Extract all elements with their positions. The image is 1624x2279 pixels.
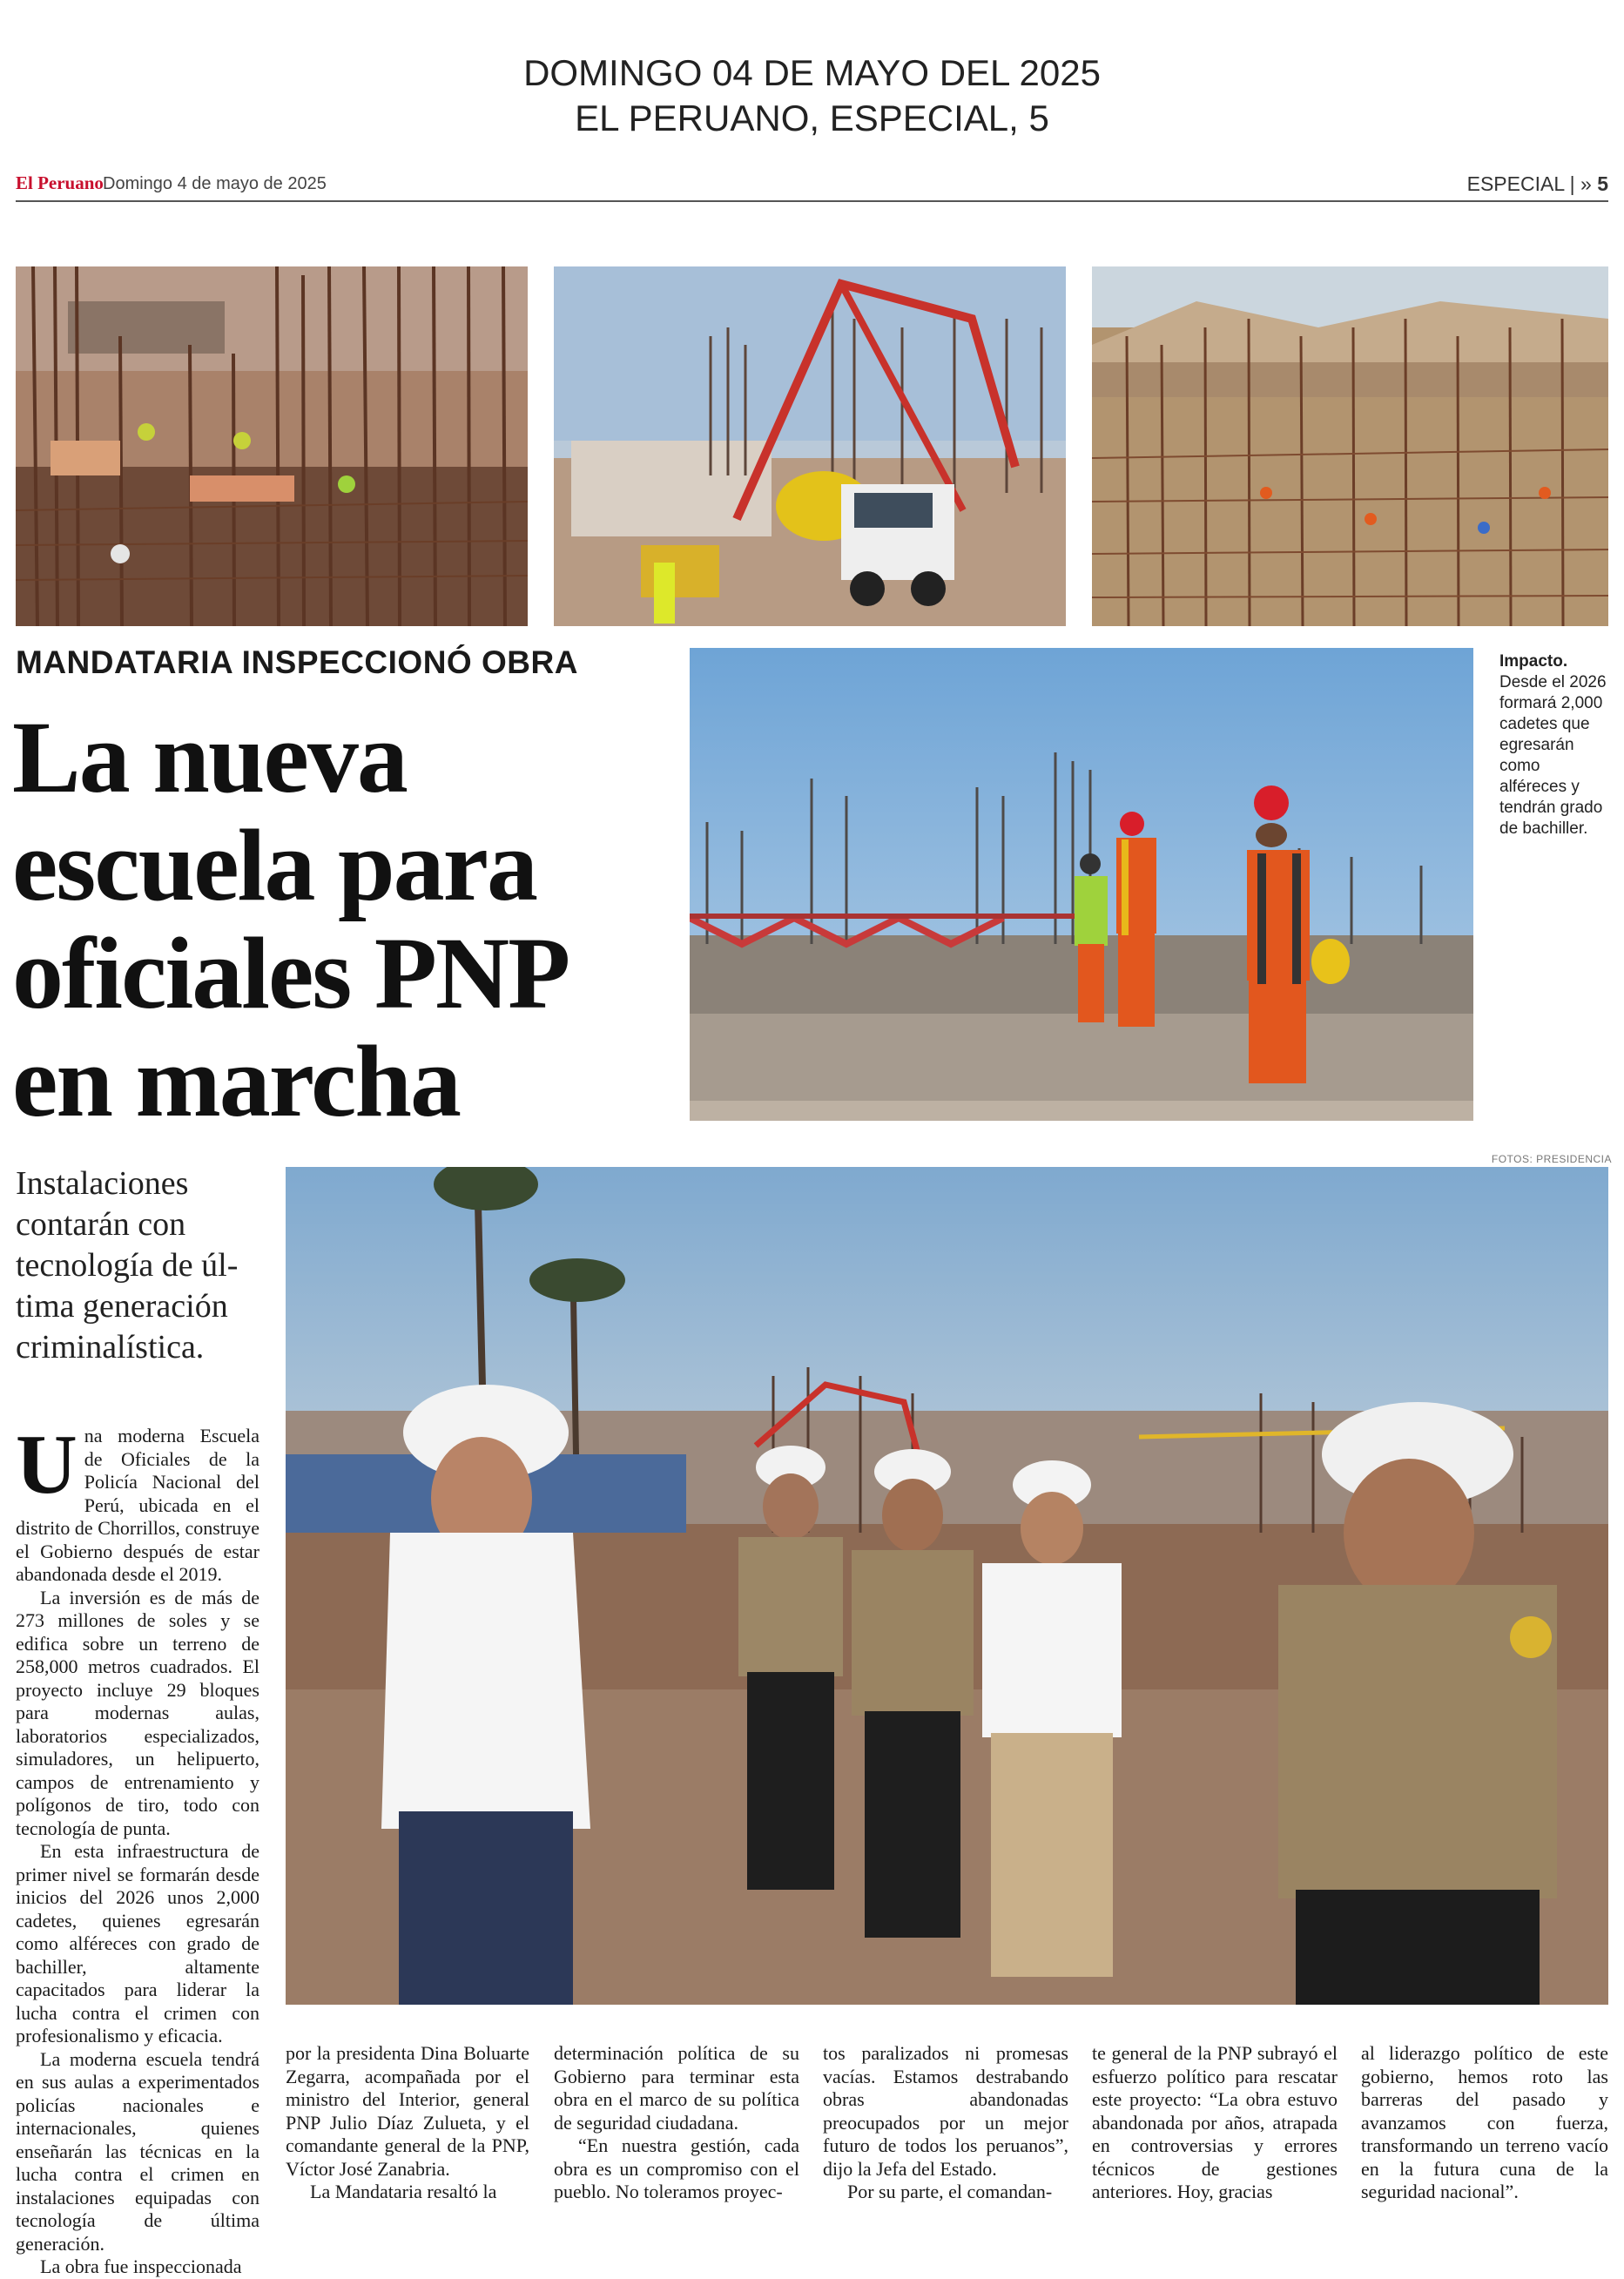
article-kicker: MANDATARIA INSPECCIONÓ OBRA [16,644,578,680]
article-column-4 [823,2042,1068,2204]
page-date-header [0,51,1624,141]
subhead-line: tecnología de úl- [16,1247,239,1284]
paragraph: La Mandataria resaltó la [310,2181,497,2202]
paragraph: Por su parte, el comandan- [847,2181,1053,2202]
paragraph: En esta infraestructura de primer nivel se formarán desde inicios del 2026 unos 2,000 cadetes, quienes egresarán como alféreces con grado de bachiller, altamente capacitados para liderar la lucha contra el crimen con profesionalismo y eficacia. [16,1840,259,2046]
photo-caption [1499,651,1611,839]
article-column-5 [1092,2042,1338,2204]
paragraph: por la presidenta Dina Boluarte Zegarra, acompañada por el ministro del Interior, general PNP Julio Díaz Zulueta, y el comandante general de la PNP, Víctor José Zanabria. [286,2042,529,2180]
paragraph: Una moderna Escuela de Oficiales de la Policía Nacional del Perú, ubicada en el distrito de Chorrillos, construye el Gobierno después de estar abandonada desde el 2019. [16,1418,259,1585]
caption-title: Impacto. [1499,652,1568,671]
photo-president-officers [286,1167,1608,2005]
paragraph: determinación política de su Gobierno para terminar esta obra en el marco de su política de seguridad ciudadana. [554,2042,799,2134]
article-column-6 [1361,2042,1608,2204]
caption-text: Desde el 2026 formará 2,000 cadetes que egresarán como alféreces y tendrán grado de bachiller. [1499,673,1607,838]
header-publication-line: EL PERUANO, ESPECIAL, 5 [575,98,1049,138]
paragraph: La obra fue inspeccionada [40,2255,242,2277]
article-headline [12,700,674,1138]
photo-construction-field [1092,266,1608,626]
running-date: Domingo 4 de mayo de 2025 [103,174,327,193]
page-number: 5 [1597,172,1608,195]
subhead-line: tima generación [16,1288,228,1325]
paragraph: al liderazgo político de este gobierno, hemos roto las barreras del pasado y avanzamos con fuerza, transformando un terreno vacío en la futura cuna de la seguridad nacional”. [1361,2042,1608,2202]
photo-pump-truck [554,266,1066,626]
article-subhead [16,1163,268,1368]
paragraph: te general de la PNP subrayó el esfuerzo político para rescatar este proyecto: “La obra estuvo abandonada por años, atrapada en controversias y errores técnicos de gestiones anteriores. Hoy, gracias [1092,2042,1338,2202]
paragraph: La moderna escuela tendrá en sus aulas a experimentados policías nacionales e internacionales, quienes enseñarán las técnicas en la lucha contra el crimen en instalaciones equipadas con tecnología de última generación. [16,2047,259,2255]
section-label: ESPECIAL | » 5 [1466,172,1608,195]
subhead-line: criminalística. [16,1329,205,1365]
headline-line: en marcha [12,1024,461,1138]
subhead-line: contarán con [16,1206,186,1243]
paragraph: “En nuestra gestión, cada obra es un compromiso con el pueblo. No toleramos proyec- [554,2134,799,2202]
photo-workers-orange [690,648,1473,1121]
headline-line: escuela para [12,808,536,922]
running-head [16,171,1608,202]
subhead-line: Instalaciones [16,1165,189,1202]
headline-line: oficiales PNP [12,916,569,1030]
photo-credit: FOTOS: PRESIDENCIA [1491,1153,1612,1165]
headline-line: La nueva [12,700,407,814]
paragraph: La inversión es de más de 273 millones de soles y se edifica sobre un terreno de 258,000 metros cuadrados. El proyecto incluye 29 bloques para modernas aulas, laboratorios especializados, simuladores, un helipuerto, campos de entrenamiento y polígonos de tiro, todo con tecnología de punta. [16,1586,259,1839]
article-column-3 [554,2042,799,2204]
header-date-line: DOMINGO 04 DE MAYO DEL 2025 [523,52,1101,93]
brand-logo: El Peruano [16,172,104,193]
photo-rebar-workers [16,266,528,626]
article-column-1 [16,1418,259,2279]
paragraph: tos paralizados ni promesas vacías. Estamos destrabando obras abandonadas preocupados por un mejor futuro de todos los peruanos”, dijo la Jefa del Estado. [823,2042,1068,2180]
article-column-2 [286,2042,529,2204]
drop-cap: U [16,1418,77,1512]
